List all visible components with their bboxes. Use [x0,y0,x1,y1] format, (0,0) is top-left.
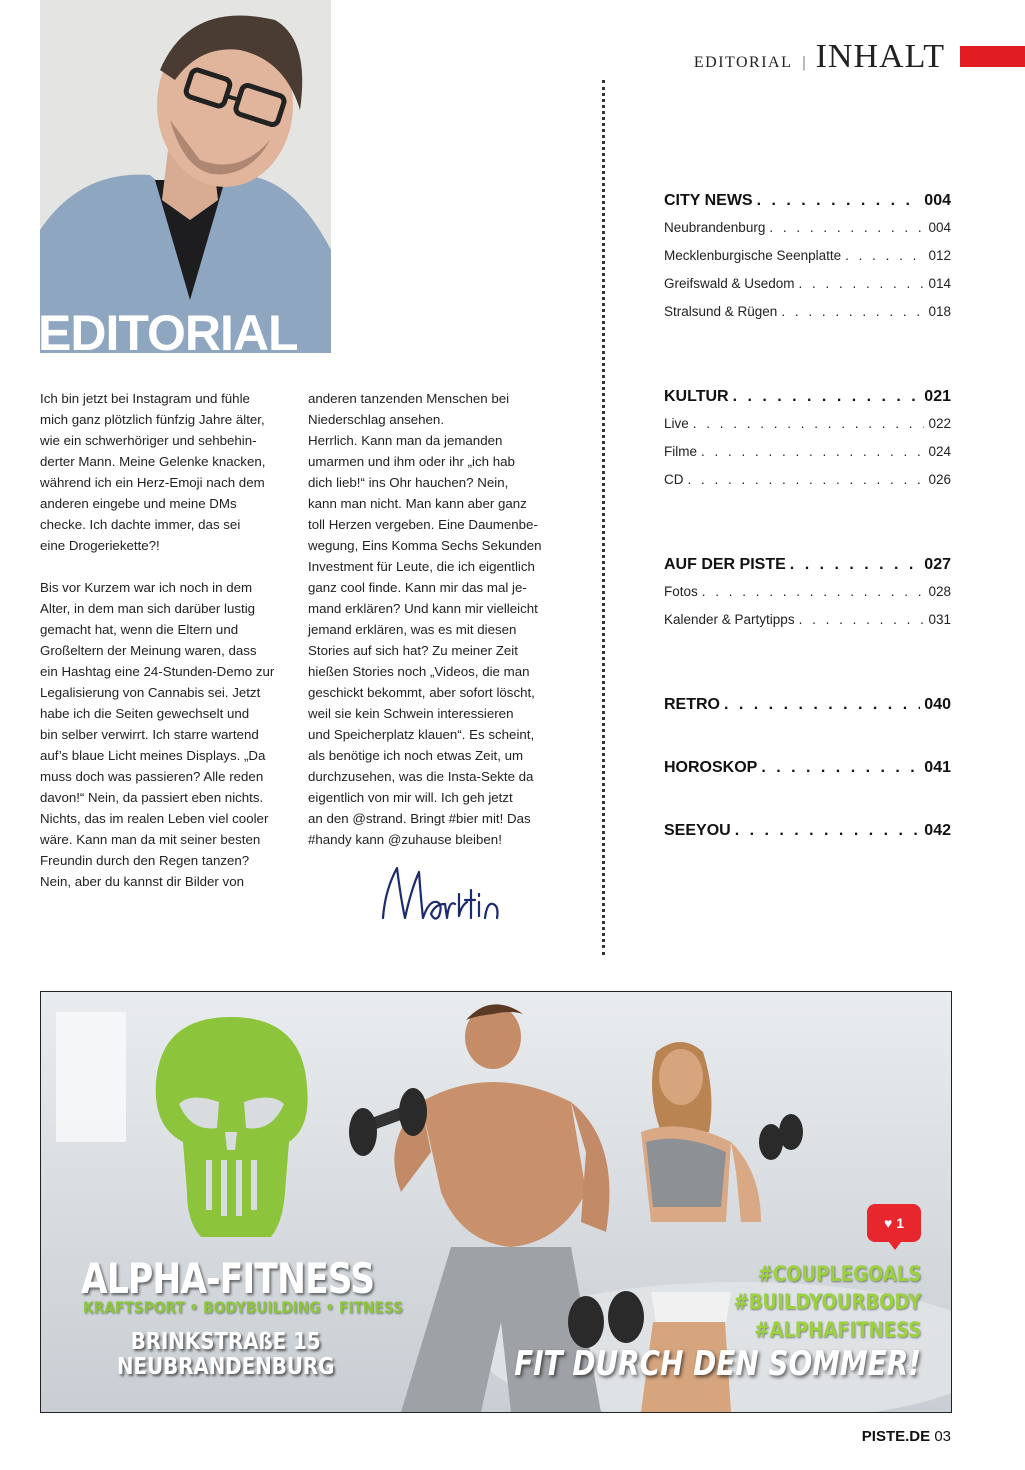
toc-heading-page: 040 [924,696,951,713]
author-photo [40,0,331,353]
toc-item[interactable] [664,304,951,322]
toc-leader-dots [761,759,920,777]
header-section-small: EDITORIAL [693,54,793,71]
toc-heading[interactable] [664,822,951,840]
toc-item-page: 026 [928,472,951,487]
ad-subtitle: KRAFTSPORT • BODYBUILDING • FITNESS [83,1298,404,1317]
toc-heading[interactable] [664,759,951,777]
toc-item-page: 024 [928,444,951,459]
toc-item-page: 018 [928,304,951,319]
toc-item[interactable] [664,416,951,434]
toc-item-label: Greifswald & Usedom [664,276,795,291]
toc-item-page: 022 [928,416,951,431]
toc-heading-label: HOROSKOP [664,759,758,776]
toc-item-label: Stralsund & Rügen [664,304,778,319]
header-section-big: INHALT [815,38,945,75]
toc-heading[interactable] [664,388,951,406]
dotted-divider [602,80,605,955]
toc-item[interactable] [664,472,951,490]
toc-heading-label: RETRO [664,696,720,713]
ad-address-city: NEUBRANDENBURG [117,1354,335,1380]
toc-item[interactable] [664,220,951,238]
toc-item[interactable] [664,276,951,294]
toc-section-auf-der-piste [664,556,951,630]
article-paragraph: Ich bin jetzt bei Instagram und fühle mich ganz plötzlich fünfzig Jahre älter, wie ein schwerhöriger und sehbehin- derter Mann. Meine Gelenke knacken, während ich ein Herz-Emoji nach dem anderen eingebe und meine DMs checke. Ich dachte immer, das sei eine Drogeriekette?! [40,391,266,553]
toc-item-label: Filme [664,444,697,459]
toc-leader-dots [702,584,925,599]
toc-item-page: 028 [928,584,951,599]
skull-logo-icon [156,1017,308,1237]
toc-item-label: Live [664,416,689,431]
toc-section-horoskop [664,759,951,777]
toc-item[interactable] [664,584,951,602]
toc-leader-dots [735,822,921,840]
toc-leader-dots [701,444,924,459]
page-number: 03 [934,1428,951,1445]
toc-leader-dots [790,556,921,574]
ad-slogan: FIT DURCH DEN SOMMER! [514,1344,921,1384]
toc-item-label: Fotos [664,584,698,599]
toc-heading-page: 042 [924,822,951,839]
toc-leader-dots [769,220,924,235]
red-accent-bar [960,46,1025,67]
toc-leader-dots [693,416,925,431]
toc-section-retro [664,696,951,714]
toc-item-label: Mecklenburgische Seenplatte [664,248,842,263]
fitness-advertisement [40,991,952,1413]
ad-hashtag: #ALPHAFITNESS [754,1318,921,1342]
toc-item[interactable] [664,612,951,630]
header-separator: | [802,54,806,71]
ad-address-street: BRINKSTRAßE 15 [130,1329,321,1355]
toc-item-label: Kalender & Partytipps [664,612,795,627]
toc-heading[interactable] [664,556,951,574]
ad-hashtags [733,1260,921,1344]
toc-section-seeyou [664,822,951,840]
toc-leader-dots [724,696,920,714]
toc-item[interactable] [664,444,951,462]
toc-heading[interactable] [664,696,951,714]
ad-brand-title: ALPHA-FITNESS [81,1254,375,1303]
toc-heading-page: 021 [924,388,951,405]
toc-leader-dots [845,248,924,263]
toc-heading-page: 004 [924,192,951,209]
toc-heading[interactable] [664,192,951,210]
ad-address [117,1330,334,1380]
author-portrait-illustration [40,0,331,353]
toc-item-page: 004 [928,220,951,235]
toc-section-kultur [664,388,951,490]
toc-heading-page: 027 [924,556,951,573]
like-count: 1 [896,1215,905,1231]
toc-section-city-news [664,192,951,322]
toc-item-page: 014 [928,276,951,291]
toc-item[interactable] [664,248,951,266]
toc-item-page: 012 [928,248,951,263]
section-header [694,38,945,76]
toc-item-label: CD [664,472,684,487]
ad-hashtag: #BUILDYOURBODY [733,1290,921,1314]
footer-brand[interactable]: PISTE.DE [861,1428,931,1445]
toc-leader-dots [799,612,925,627]
toc-leader-dots [757,192,921,210]
signature-image [375,860,505,930]
toc-leader-dots [688,472,925,487]
toc-heading-label: CITY NEWS [664,192,753,209]
ad-hashtag: #COUPLEGOALS [757,1262,921,1286]
toc-leader-dots [781,304,924,319]
toc-item-label: Neubrandenburg [664,220,766,235]
article-column-1 [40,388,295,892]
heart-icon: ♥ [883,1215,893,1231]
toc-item-page: 031 [928,612,951,627]
toc-heading-page: 041 [924,759,951,776]
article-paragraph: Bis vor Kurzem war ich noch in dem Alter, in dem man sich darüber lustig gemacht hat, wenn die Eltern und Großeltern der Meinung waren, dass ein Hashtag eine 24-Stunden-Demo zur Legalisierung von Cannabis sei. Jetzt habe ich die Seiten gewechselt und bin selber verwirrt. Ich starre wartend auf’s blaue Licht meines Displays. „Da muss doch was passieren? Alle reden davon!“ Nein, da passiert eben nichts. Nichts, das im realen Leben viel cooler wäre. Kann man da mit seiner besten Freundin durch den Regen tanzen? Nein, aber du kannst dir Bilder von [40,580,275,889]
article-paragraph: anderen tanzenden Menschen bei Niederschlag ansehen. Herrlich. Kann man da jemanden umarmen und ihm oder ihr „ich hab dich lieb!“ ins Ohr hauchen? Nein, kann man nicht. Man kann aber ganz toll Herzen vergeben. Eine Daumenbe- wegung, Eins Komma Sechs Sekunden Investment für Leute, die ich eigentlich ganz cool finde. Kann mir das mal je- mand erklären? Und kann mir vielleicht jemand erklären, was es mit diesen Stories auf sich hat? Zu meiner Zeit hießen Stories noch „Videos, die man geschickt bekommt, aber sofort löscht, weil sie kein Schwein interessieren und Speicherplatz klauen“. Es scheint, als benötige ich noch etwas Zeit, um durchzusehen, was die Insta-Sekte da eigentlich von mir will. Ich geh jetzt an den @strand. Bringt #bier mit! Das #handy kann @zuhause bleiben! [308,391,542,847]
toc-heading-label: SEEYOU [664,822,731,839]
like-notification-badge [867,1204,921,1242]
page-footer [862,1428,951,1445]
toc-heading-label: KULTUR [664,388,729,405]
toc-leader-dots [799,276,925,291]
toc-heading-label: AUF DER PISTE [664,556,786,573]
toc-leader-dots [733,388,921,406]
editorial-title: EDITORIAL [38,305,298,361]
article-column-2 [308,388,563,850]
